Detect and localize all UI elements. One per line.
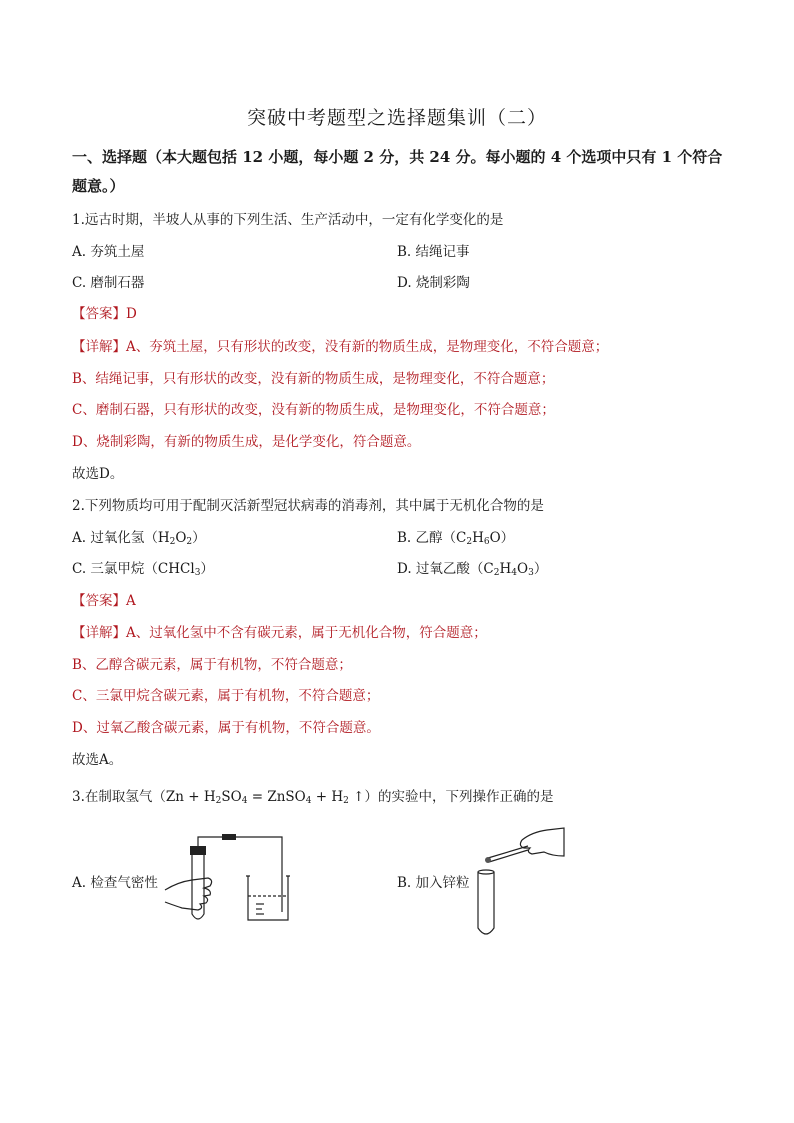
q3-stem: 3.在制取氢气（$Zn + H_2SO_4$ = ZnSO$_4$ + $H_2$ ↑）的实验中，下列操作正确的是 [72,789,554,806]
q3-option-a: A. 检查气密性 [72,875,158,891]
detail-tag: 【详解】 [72,625,126,641]
answer-tag: 【答案】 [72,306,126,322]
detail-tag: 【详解】 [72,339,126,355]
q1-option-c: C. 磨制石器 [72,275,145,291]
q2-option-a: A. 过氧化氢$(H_2O_2)$ [72,530,206,547]
q1-option-d: D. 烧制彩陶 [397,275,470,291]
airtightness-check-illustration [160,832,295,927]
q1-stem: 1.远古时期，半坡人从事的下列生活、生产活动中，一定有化学变化的是 [72,212,504,228]
zinc-granule-icon [485,857,491,863]
answer-value: A [126,593,136,609]
answer-tag: 【答案】 [72,593,126,609]
page-title: 突破中考题型之选择题集训（二） [246,107,547,129]
q2-option-b: B. 乙醇$(C_2H_6O)$ [397,530,515,547]
q1-option-a: A. 夯筑土屋 [72,244,145,260]
q2-stem: 2.下列物质均可用于配制灭活新型冠状病毒的消毒剂，其中属于无机化合物的是 [72,498,544,514]
q2-conclusion: 故选A。 [72,752,123,768]
reaction-equation: $Zn + H_2SO_4$ = ZnSO$_4$ + $H_2$ ↑ [165,789,365,806]
q2-option-c: C. 三氯甲烷（CHCl$_3$） [72,561,214,578]
q1-detail-1 [72,335,608,355]
q1-answer [72,302,137,322]
q1-conclusion: 故选D。 [72,466,124,482]
section-heading: 一、选择题（本大题包括 12 小题，每小题 2 分，共 24 分。每小题的 4 个选项中只有 1 个符合题意。） [72,148,723,195]
answer-value: D [126,306,137,322]
q3-option-b: B. 加入锌粒 [397,875,470,891]
q1-detail-4: D、烧制彩陶，有新的物质生成，是化学变化，符合题意。 [72,434,421,450]
q2-answer [72,589,136,609]
q2-detail-1 [72,621,487,641]
detail-text: A、夯筑土屋，只有形状的改变，没有新的物质生成，是物理变化，不符合题意； [126,339,609,355]
stopper-icon [190,846,206,855]
q1-option-b: B. 结绳记事 [397,244,470,260]
adding-zinc-illustration [472,822,572,940]
rubber-connector-icon [222,834,236,840]
q2-detail-2: B、乙醇含碳元素，属于有机物，不符合题意； [72,657,352,673]
q1-detail-2: B、结绳记事，只有形状的改变，没有新的物质生成，是物理变化，不符合题意； [72,371,555,387]
q2-detail-4: D、过氧乙酸含碳元素，属于有机物，不符合题意。 [72,720,380,736]
detail-text: A、过氧化氢中不含有碳元素，属于无机化合物，符合题意； [126,625,487,641]
q2-option-d: D. 过氧乙酸$(C_2H_4O_3)$ [397,561,548,578]
q2-detail-3: C、三氯甲烷含碳元素，属于有机物，不符合题意； [72,688,380,704]
q1-detail-3: C、磨制石器，只有形状的改变，没有新的物质生成，是物理变化，不符合题意； [72,402,555,418]
